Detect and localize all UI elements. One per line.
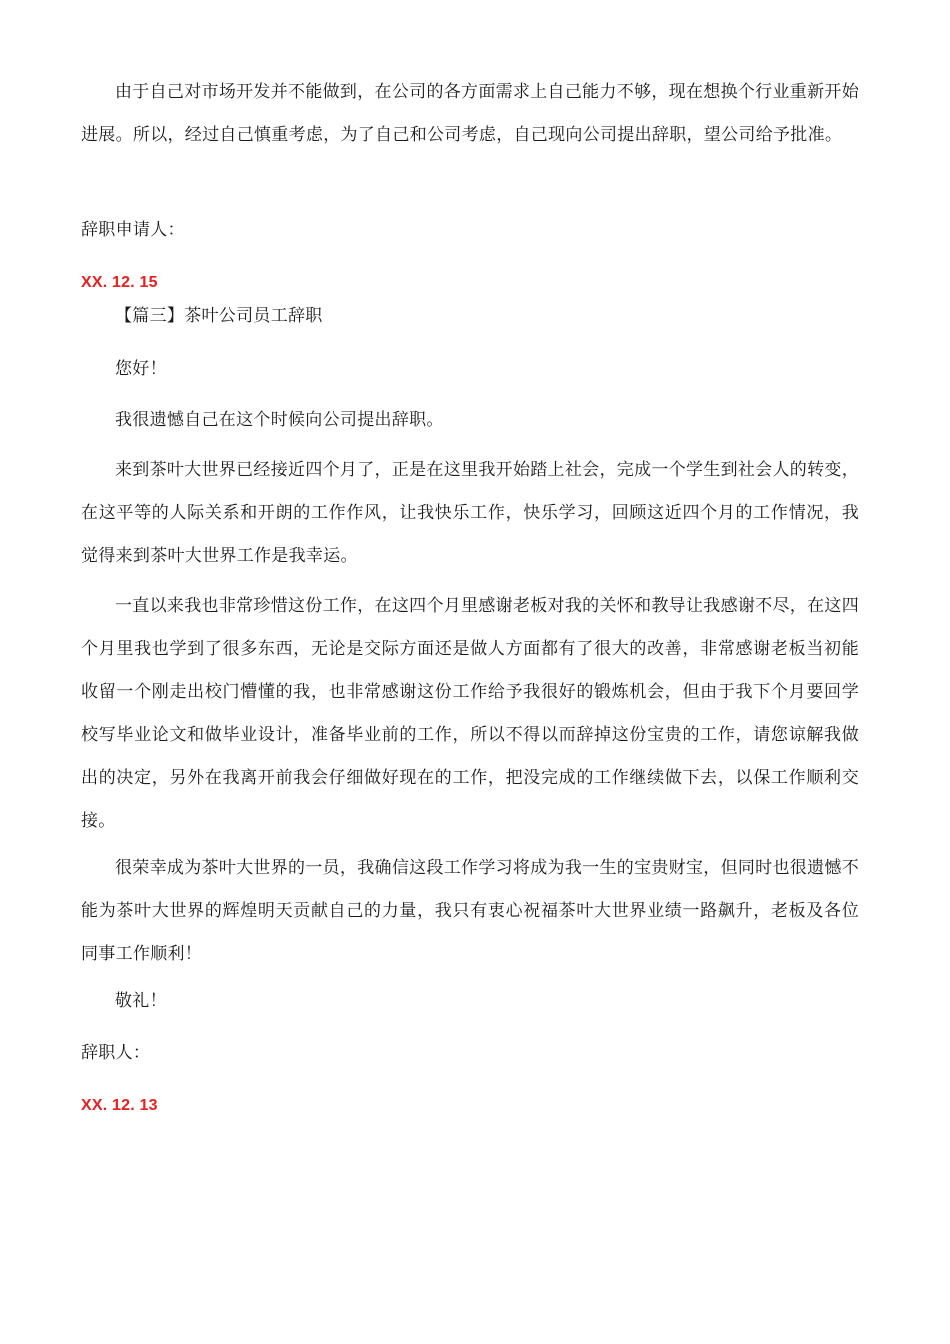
applicant-label: 辞职申请人： <box>81 220 185 240</box>
date-second: XX. 12. 13 <box>81 1097 158 1114</box>
date-first: XX. 12. 15 <box>81 274 158 291</box>
greeting: 您好！ <box>115 359 167 379</box>
paragraph-honor: 很荣幸成为茶叶大世界的一员，我确信这段工作学习将成为我一生的宝贵财宝，但同时也很遗憾不能为茶叶大世界的辉煌明天贡献自己的力量，我只有衷心祝福茶叶大世界业绩一路飙升，老板及各位同事工作顺利！ <box>81 858 859 964</box>
section-title: 【篇三】茶叶公司员工辞职 <box>115 306 323 326</box>
paragraph-four-months: 来到茶叶大世界已经接近四个月了，正是在这里我开始踏上社会，完成一个学生到社会人的转变，在这平等的人际关系和开朗的工作作风，让我快乐工作，快乐学习，回顾这近四个月的工作情况，我觉得来到茶叶大世界工作是我幸运。 <box>81 460 859 566</box>
paragraph-regret: 我很遗憾自己在这个时候向公司提出辞职。 <box>115 410 444 430</box>
paragraph-market-development: 由于自己对市场开发并不能做到，在公司的各方面需求上自己能力不够，现在想换个行业重新开始进展。所以，经过自己慎重考虑，为了自己和公司考虑，自己现向公司提出辞职，望公司给予批准。 <box>81 82 859 145</box>
signer-label: 辞职人： <box>81 1043 151 1063</box>
closing-salute: 敬礼！ <box>115 991 167 1011</box>
paragraph-gratitude: 一直以来我也非常珍惜这份工作，在这四个月里感谢老板对我的关怀和教导让我感谢不尽，在这四个月里我也学到了很多东西，无论是交际方面还是做人方面都有了很大的改善，非常感谢老板当初能收留一个刚走出校门懵懂的我，也非常感谢这份工作给予我很好的锻炼机会，但由于我下个月要回学校写毕业论文和做毕业设计，准备毕业前的工作，所以不得以而辞掉这份宝贵的工作，请您谅解我做出的决定，另外在我离开前我会仔细做好现在的工作，把没完成的工作继续做下去，以保工作顺利交接。 <box>81 596 859 831</box>
